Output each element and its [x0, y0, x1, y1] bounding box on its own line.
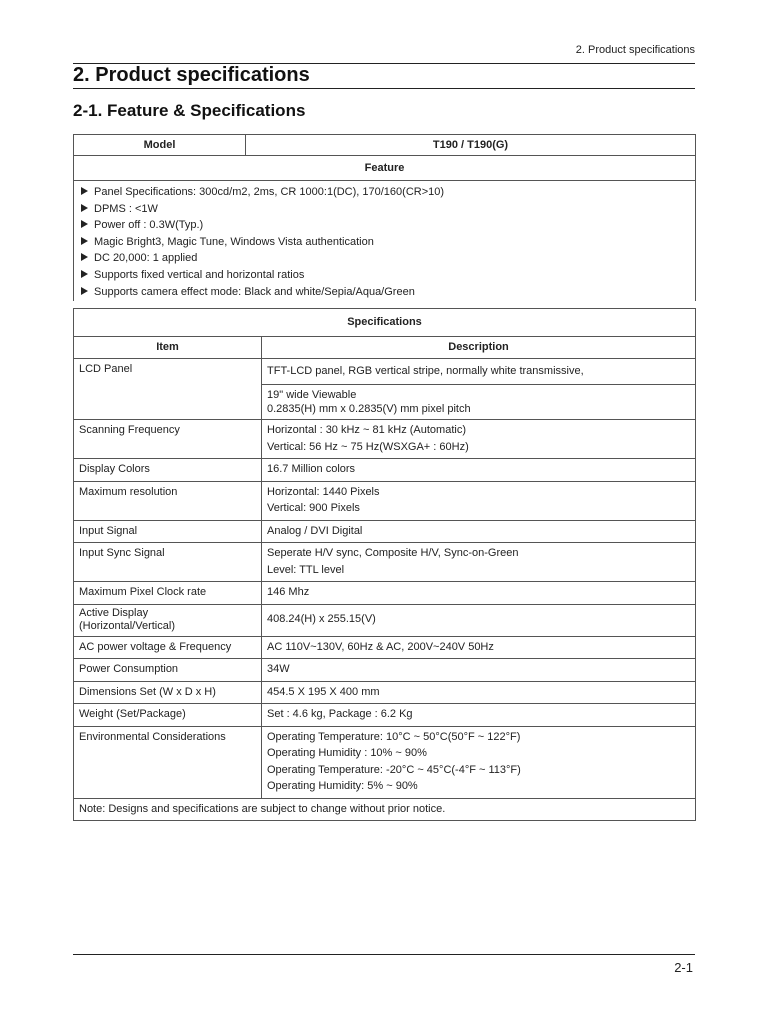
desc-cell: AC 110V~130V, 60Hz & AC, 200V~240V 50Hz — [262, 636, 696, 659]
spec-table — [73, 308, 696, 821]
feature-table — [73, 134, 696, 301]
model-label: Model — [74, 135, 246, 156]
desc-line: Operating Temperature: 10°C ~ 50°C(50°F ~ 122°F) — [267, 730, 521, 743]
desc-line: Seperate H/V sync, Composite H/V, Sync-on-Green — [267, 547, 519, 559]
feature-label: Feature — [74, 156, 696, 181]
desc-line: Horizontal: 1440 Pixels — [267, 485, 380, 498]
item-cell: Display Colors — [74, 459, 262, 482]
desc-cell: 454.5 X 195 X 400 mm — [262, 681, 696, 704]
desc-cell — [262, 481, 696, 520]
table-row — [74, 420, 696, 459]
col-header-description: Description — [262, 337, 696, 359]
desc-line: 19" wide Viewable — [267, 389, 357, 401]
table-row — [74, 582, 696, 605]
desc-cell: 408.24(H) x 255.15(V) — [262, 604, 696, 636]
item-cell: Power Consumption — [74, 659, 262, 682]
bullet-arrow-icon — [81, 270, 88, 278]
desc-cell: Analog / DVI Digital — [262, 520, 696, 543]
table-row — [74, 359, 696, 420]
page-number: 2-1 — [674, 960, 693, 975]
note: Note: Designs and specifications are subject to change without prior notice. — [74, 798, 696, 821]
desc-cell: 16.7 Million colors — [262, 459, 696, 482]
bullet-arrow-icon — [81, 220, 88, 228]
desc-line: Vertical: 56 Hz ~ 75 Hz(WSXGA+ : 60Hz) — [267, 440, 469, 453]
list-item: Supports camera effect mode: Black and white/Sepia/Aqua/Green — [81, 284, 689, 301]
desc-cell — [262, 543, 696, 582]
desc-line: Horizontal : 30 kHz ~ 81 kHz (Automatic) — [267, 424, 466, 436]
table-row — [74, 543, 696, 582]
desc-line: Operating Temperature: -20°C ~ 45°C(-4°F ~ 113°F) — [267, 763, 521, 776]
desc-cell: 146 Mhz — [262, 582, 696, 605]
desc-cell — [262, 359, 696, 420]
bullet-arrow-icon — [81, 287, 88, 295]
spec-title: Specifications — [74, 309, 696, 337]
item-line: (Horizontal/Vertical) — [79, 619, 175, 632]
table-row — [74, 636, 696, 659]
desc-line: Operating Humidity : 10% ~ 90% — [267, 747, 427, 759]
item-cell: AC power voltage & Frequency — [74, 636, 262, 659]
list-item: Magic Bright3, Magic Tune, Windows Vista authentication — [81, 234, 689, 251]
bullet-arrow-icon — [81, 204, 88, 212]
table-row — [74, 659, 696, 682]
desc-cell: 34W — [262, 659, 696, 682]
table-row — [74, 520, 696, 543]
col-header-item: Item — [74, 337, 262, 359]
item-cell: Input Signal — [74, 520, 262, 543]
desc-cell: Set : 4.6 kg, Package : 6.2 Kg — [262, 704, 696, 727]
item-cell — [74, 604, 262, 636]
desc-line: Level: TTL level — [267, 563, 345, 576]
item-cell: Environmental Considerations — [74, 726, 262, 798]
feature-list — [74, 181, 696, 302]
footer-divider — [73, 954, 695, 955]
table-row — [74, 704, 696, 727]
bullet-arrow-icon — [81, 253, 88, 261]
list-item: DC 20,000: 1 applied — [81, 250, 689, 267]
list-item: DPMS : <1W — [81, 201, 689, 218]
section-title: 2. Product specifications — [73, 63, 695, 89]
bullet-arrow-icon — [81, 237, 88, 245]
table-row — [74, 726, 696, 798]
desc-line: 0.2835(H) mm x 0.2835(V) mm pixel pitch — [267, 403, 471, 415]
item-cell: Dimensions Set (W x D x H) — [74, 681, 262, 704]
table-row — [74, 681, 696, 704]
desc-subcell — [262, 384, 695, 419]
item-cell: Weight (Set/Package) — [74, 704, 262, 727]
desc-line: TFT-LCD panel, RGB vertical stripe, normally white transmissive, — [267, 365, 584, 377]
table-row — [74, 604, 696, 636]
item-cell: Scanning Frequency — [74, 420, 262, 459]
subsection-title: 2-1. Feature & Specifications — [73, 101, 306, 120]
list-item: Power off : 0.3W(Typ.) — [81, 217, 689, 234]
item-cell: Input Sync Signal — [74, 543, 262, 582]
table-row — [74, 459, 696, 482]
model-value: T190 / T190(G) — [246, 135, 696, 156]
desc-line: Vertical: 900 Pixels — [267, 502, 360, 514]
item-cell: Maximum resolution — [74, 481, 262, 520]
list-item: Panel Specifications: 300cd/m2, 2ms, CR 1000:1(DC), 170/160(CR>10) — [81, 184, 689, 201]
desc-cell — [262, 420, 696, 459]
item-cell: Maximum Pixel Clock rate — [74, 582, 262, 605]
item-cell: LCD Panel — [74, 359, 262, 420]
item-line: Active Display — [79, 606, 149, 619]
desc-cell — [262, 726, 696, 798]
bullet-arrow-icon — [81, 187, 88, 195]
table-row — [74, 481, 696, 520]
list-item: Supports fixed vertical and horizontal ratios — [81, 267, 689, 284]
running-header: 2. Product specifications — [575, 44, 695, 56]
desc-line: Operating Humidity: 5% ~ 90% — [267, 780, 418, 792]
